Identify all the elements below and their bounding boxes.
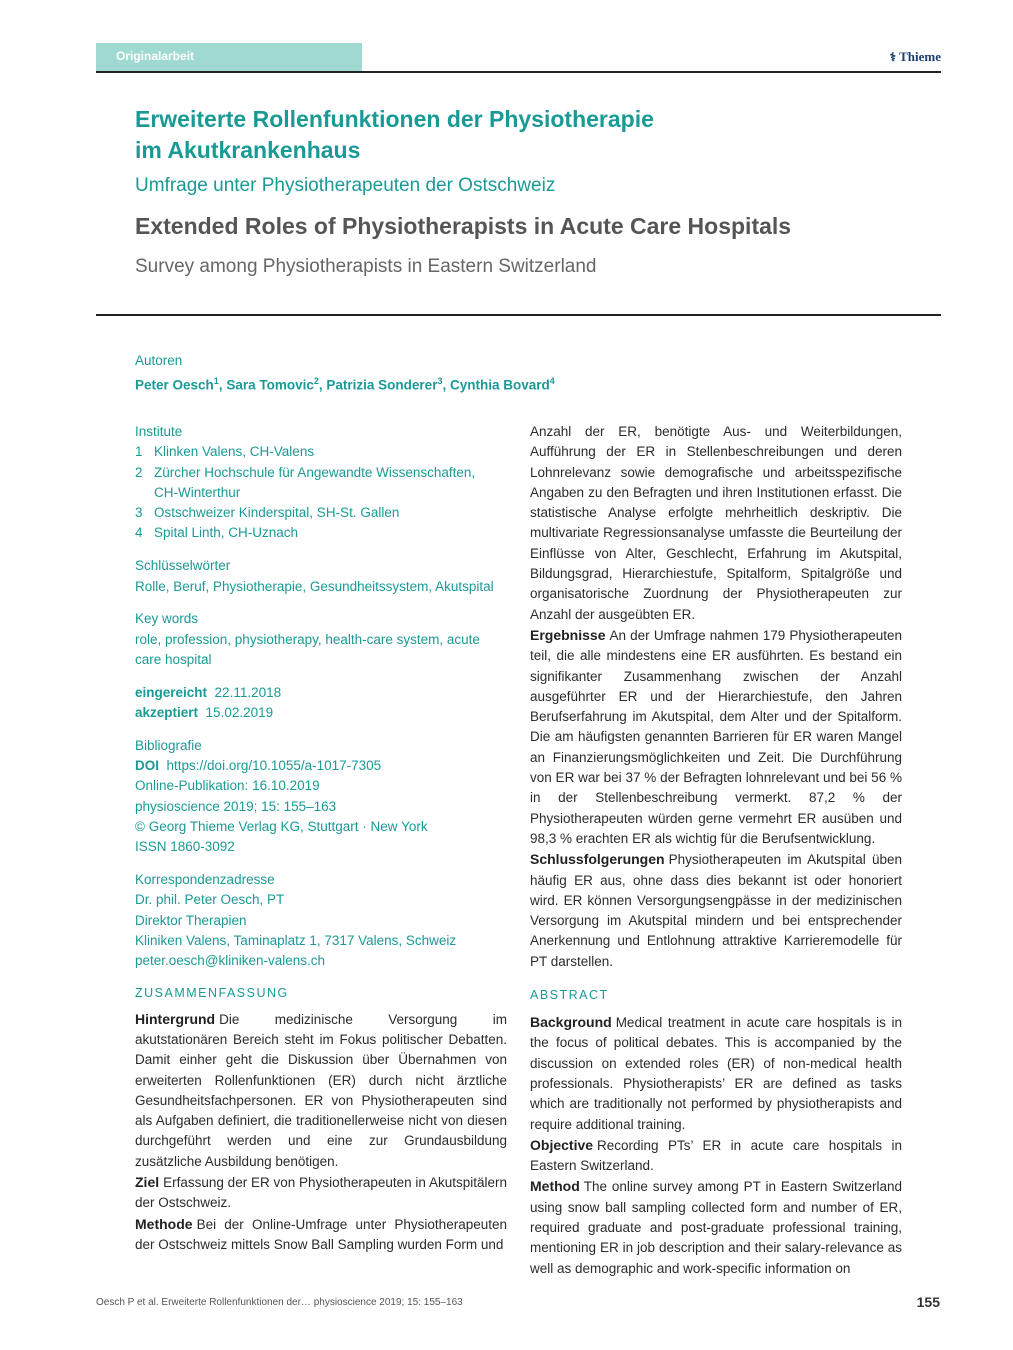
institute-name-line: CH-Winterthur (154, 484, 241, 500)
title-rule (96, 314, 941, 316)
hintergrund-paragraph (135, 1009, 507, 1172)
bibliography-label: Bibliografie (135, 737, 202, 753)
objective-paragraph (530, 1135, 902, 1177)
methode-text: Bei der Online-Umfrage unter Physiotherapeuten der Ostschweiz mittels Snow Ball Sampling wurden Form und (135, 1216, 507, 1252)
doi-line (135, 756, 507, 776)
right-column (530, 422, 902, 1279)
accepted-date (135, 703, 507, 723)
author-name: Cynthia Bovard (449, 377, 550, 393)
institute-number: 2 (135, 464, 143, 480)
ergebnisse-text: An der Umfrage nahmen 179 Physiotherapeuten teil, die alle mindestens eine ER ausführten. Es bestand ein signifikanter Zusammenhang zwischen der Anzahl ausgeführter ER und der Hierarchiestufe, den Jahren Berufserfahrung im Akutspital, dem Alter und der Spitalform. Die am häufigsten genannten Barrieren für ER waren Mangel an Finanzierungsmöglichkeiten und Zeit. Die Durchführung von ER war bei 37 % der Befragten lohnrelevant und bei 56 % in der Stellenbeschreibung vermerkt. 87,2 % der Physiotherapeuten würden gerne vermehrt ER ausüben und 98,3 % erachten ER als wichtig für die Berufsentwicklung. (530, 627, 902, 846)
ergebnisse-label: Ergebnisse (530, 626, 606, 643)
section-label: Originalarbeit (116, 49, 195, 63)
schluss-label: Schlussfolgerungen (530, 851, 665, 868)
footer-citation: Oesch P et al. Erweiterte Rollenfunktionen der… physioscience 2019; 15: 155–163 (96, 1297, 463, 1308)
institute-item (135, 442, 507, 462)
methode-continued: Anzahl der ER, benötigte Aus- und Weiterbildungen, Aufführung der ER in Stellenbeschreibungen und deren Lohnrelevanz sowie demografische und arbeitsspezifische Angaben zu den Befragten und ihren Institutionen erfasst. Die statistische Analyse erfolgte mehrheitlich deskriptiv. Die multivariate Regressionsanalyse umfasste die Beurteilung der Einflüsse von Alter, Geschlecht, Erfahrung im Akutspital, Bildungsgrad, Hierarchiestufe, Spitalform, Spitalgröße und organisatorische Zuordnung der Physiotherapeuten zur Anzahl der ausgeübten ER. (530, 424, 902, 622)
institute-number: 3 (135, 505, 143, 521)
correspondence-section (135, 870, 507, 971)
author-separator: , (318, 377, 327, 393)
keywords-english-label: Key words (135, 611, 199, 627)
institute-item (135, 523, 507, 543)
ziel-text: Erfassung der ER von Physiotherapeuten in Akutspitälern der Ostschweiz. (135, 1175, 507, 1211)
correspondence-title: Direktor Therapien (135, 912, 247, 928)
ziel-label: Ziel (135, 1174, 160, 1190)
zusammenfassung-heading: ZUSAMMENFASSUNG (135, 985, 289, 1000)
objective-label: Objective (530, 1136, 594, 1153)
institute-name: Klinken Valens, CH-Valens (154, 444, 315, 460)
header-rule (96, 71, 941, 73)
schluss-text: Physiotherapeuten im Akutspital üben häufig ER aus, ohne dass dies bekannt ist oder honoriert wird. ER können Versorgungsengpässe in der medizinischen Versorgung im Akutspital mindern und bei entsprechender Anerkennung und Entlohnung attraktive Karrieremodelle für PT darstellen. (530, 852, 902, 969)
author-separator: , (218, 377, 227, 393)
method-paragraph (530, 1176, 902, 1278)
subtitle-german: Umfrage unter Physiotherapeuten der Ostschweiz (135, 175, 556, 196)
methode-paragraph (135, 1214, 507, 1256)
institute-number: 4 (135, 525, 143, 541)
abstract-body (530, 1012, 902, 1279)
method-text: The online survey among PT in Eastern Switzerland using snow ball sampling collected form and number of ER, required graduate and post-graduate professional training, mentioning ER in job description and their salary-relevance as well as demographic and work-specific information on (530, 1179, 902, 1276)
author-name: Peter Oesch (135, 377, 214, 393)
keywords-english-section (135, 609, 507, 670)
thieme-logo-icon: ⚕ (889, 50, 897, 64)
title-english: Extended Roles of Physiotherapists in Acute Care Hospitals (135, 213, 792, 239)
author-name: Sara Tomovic (226, 377, 314, 393)
method-label: Method (530, 1178, 580, 1195)
bibliography-section (135, 736, 507, 858)
ziel-paragraph (135, 1172, 507, 1214)
author-separator: , (442, 377, 450, 393)
issn: ISSN 1860-3092 (135, 839, 235, 855)
dates-section (135, 683, 507, 724)
author-name: Patrizia Sonderer (326, 377, 438, 393)
correspondence-name: Dr. phil. Peter Oesch, PT (135, 892, 285, 908)
doi-label: DOI (135, 758, 160, 774)
author-affiliation: 1 (213, 376, 219, 387)
accepted-value: 15.02.2019 (205, 705, 274, 721)
author-affiliation: 2 (313, 376, 319, 387)
institute-item (135, 463, 507, 504)
schluss-paragraph (530, 849, 902, 972)
correspondence-label: Korrespondenzadresse (135, 872, 275, 888)
title-german-line-2: im Akutkrankenhaus (135, 137, 361, 163)
abstract-heading: ABSTRACT (530, 988, 609, 1003)
keywords-german: Rolle, Beruf, Physiotherapie, Gesundheitssystem, Akutspital (135, 578, 494, 594)
keywords-german-label: Schlüsselwörter (135, 558, 231, 574)
methode-label: Methode (135, 1215, 193, 1232)
authors-block (135, 351, 635, 396)
authors-label: Autoren (135, 353, 183, 368)
author-affiliation: 4 (549, 376, 555, 387)
title-german (135, 104, 835, 166)
ergebnisse-paragraph (530, 625, 902, 849)
background-text: Medical treatment in acute care hospitals is in the focus of political debates. This is accompanied by the discussion on extended roles (ER) of non-medical health professionals. Physiotherapists’ ER are defined as tasks which are traditionally not performed by physiotherapists and require additional training. (530, 1015, 902, 1132)
correspondence-address: Kliniken Valens, Taminaplatz 1, 7317 Valens, Schweiz (135, 933, 457, 949)
institute-name (154, 463, 475, 504)
institute-item (135, 503, 507, 523)
received-value: 22.11.2018 (214, 684, 282, 700)
left-column (135, 422, 507, 1255)
keywords-german-section (135, 556, 507, 597)
doi-link[interactable]: https://doi.org/10.1055/a-1017-7305 (166, 758, 382, 774)
title-german-line-1: Erweiterte Rollenfunktionen der Physiotherapie (135, 106, 654, 132)
hintergrund-text: Die medizinische Versorgung im akutstationären Bereich steht im Fokus politischer Debatten. Damit einher geht die Diskussion über Übernahmen von erweiterten Rollenfunktionen (ER) durch nicht ärztliche Gesundheitsfachpersonen. ER von Physiotherapeuten sind als Aufgaben definiert, die traditionellerweise nicht von diesen durchgeführt werden und eine zur Grundausbildung zusätzliche Ausbildung benötigen. (135, 1011, 507, 1169)
copyright: © Georg Thieme Verlag KG, Stuttgart · New York (135, 819, 428, 835)
publisher-logo[interactable] (890, 49, 941, 65)
publisher-name: Thieme (899, 49, 941, 64)
zusammenfassung-body (135, 1009, 507, 1256)
institutes-label: Institute (135, 424, 183, 439)
institute-number: 1 (135, 444, 143, 460)
hintergrund-label: Hintergrund (135, 1010, 216, 1027)
objective-text: Recording PTs’ ER in acute care hospitals in Eastern Switzerland. (530, 1137, 902, 1174)
page-number: 155 (916, 1294, 940, 1310)
institute-name: Spital Linth, CH-Uznach (154, 525, 299, 541)
keywords-english-line: role, profession, physiotherapy, health-care system, acute (135, 631, 480, 647)
correspondence-email[interactable]: peter.oesch@kliniken-valens.ch (135, 953, 326, 969)
accepted-label: akzeptiert (135, 705, 199, 721)
subtitle-english: Survey among Physiotherapists in Eastern Switzerland (135, 256, 597, 277)
author-affiliation: 3 (437, 376, 443, 387)
institutes-section (135, 422, 507, 544)
keywords-english-line: care hospital (135, 651, 212, 667)
background-paragraph (530, 1012, 902, 1135)
citation: physioscience 2019; 15: 155–163 (135, 798, 337, 814)
received-date (135, 683, 507, 703)
zusammenfassung-continued (530, 422, 902, 972)
background-label: Background (530, 1014, 612, 1031)
authors-list (135, 371, 635, 396)
institute-name-line: Zürcher Hochschule für Angewandte Wissenschaften, (154, 464, 476, 480)
section-label-band (96, 43, 362, 71)
institute-name: Ostschweizer Kinderspital, SH-St. Gallen (154, 505, 400, 521)
online-publication: Online-Publikation: 16.10.2019 (135, 778, 320, 794)
received-label: eingereicht (135, 684, 208, 700)
